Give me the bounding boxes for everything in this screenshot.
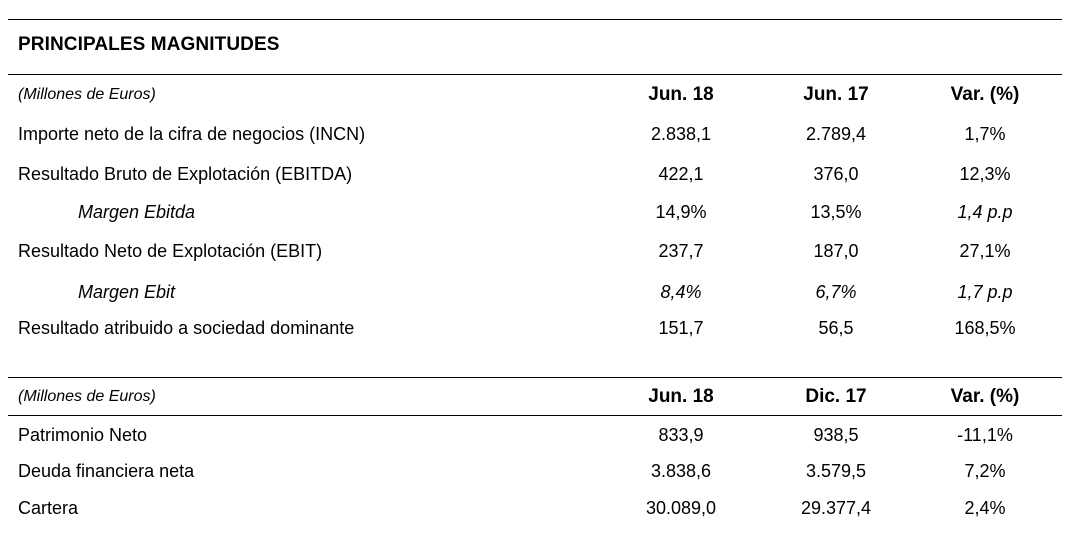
- cell-value: 27,1%: [959, 241, 1011, 261]
- column-header: Var. (%): [950, 386, 1020, 407]
- unit-label: (Millones de Euros): [18, 86, 156, 103]
- table-row: [0, 282, 1076, 310]
- cell-value: 938,5: [813, 425, 859, 445]
- table-row: [0, 318, 1076, 346]
- column-header: Jun. 18: [648, 84, 714, 105]
- cell-value: 30.089,0: [645, 498, 717, 518]
- cell-value: 376,0: [813, 164, 859, 184]
- unit-label: (Millones de Euros): [18, 388, 156, 405]
- cell-value: 2.838,1: [650, 124, 712, 144]
- table-title: PRINCIPALES MAGNITUDES: [18, 34, 280, 55]
- column-header: Dic. 17: [805, 386, 867, 407]
- section2-header-row: [0, 386, 1076, 414]
- cell-value: 1,4 p.p: [957, 202, 1013, 222]
- cell-value: 13,5%: [810, 202, 862, 222]
- cell-value: 187,0: [813, 241, 859, 261]
- cell-value: -11,1%: [957, 425, 1013, 445]
- section2-rule: [8, 377, 1062, 378]
- section1-rule: [8, 74, 1062, 75]
- section1-header-row: [0, 84, 1076, 112]
- row-label: Resultado Neto de Explotación (EBIT): [18, 241, 323, 261]
- cell-value: 3.579,5: [805, 461, 867, 481]
- cell-value: 2,4%: [964, 498, 1006, 518]
- section2-header-rule: [8, 415, 1062, 416]
- cell-value: 3.838,6: [650, 461, 712, 481]
- table-row: [0, 241, 1076, 269]
- row-label: Resultado atribuido a sociedad dominante: [18, 318, 355, 338]
- row-label: Patrimonio Neto: [18, 425, 148, 445]
- row-label: Resultado Bruto de Explotación (EBITDA): [18, 164, 353, 184]
- cell-value: 29.377,4: [800, 498, 872, 518]
- cell-value: 12,3%: [959, 164, 1011, 184]
- cell-value: 8,4%: [660, 282, 702, 302]
- cell-value: 833,9: [658, 425, 704, 445]
- cell-value: 7,2%: [964, 461, 1006, 481]
- row-label: Margen Ebitda: [78, 202, 196, 222]
- column-header: Jun. 18: [648, 386, 714, 407]
- cell-value: 422,1: [658, 164, 704, 184]
- cell-value: 2.789,4: [805, 124, 867, 144]
- column-header: Var. (%): [950, 84, 1020, 105]
- table-row: [0, 461, 1076, 489]
- row-label: Margen Ebit: [78, 282, 176, 302]
- table-row: [0, 164, 1076, 192]
- column-header: Jun. 17: [803, 84, 869, 105]
- cell-value: 14,9%: [655, 202, 707, 222]
- cell-value: 6,7%: [815, 282, 857, 302]
- cell-value: 151,7: [658, 318, 704, 338]
- table-row: [0, 425, 1076, 453]
- cell-value: 237,7: [658, 241, 704, 261]
- table-row: [0, 124, 1076, 152]
- row-label: Deuda financiera neta: [18, 461, 195, 481]
- cell-value: 56,5: [818, 318, 854, 338]
- table-row: [0, 202, 1076, 230]
- row-label: Importe neto de la cifra de negocios (INCN): [18, 124, 366, 144]
- cell-value: 1,7 p.p: [957, 282, 1013, 302]
- cell-value: 168,5%: [954, 318, 1016, 338]
- cell-value: 1,7%: [964, 124, 1006, 144]
- top-rule: [8, 19, 1062, 20]
- row-label: Cartera: [18, 498, 79, 518]
- table-row: [0, 498, 1076, 526]
